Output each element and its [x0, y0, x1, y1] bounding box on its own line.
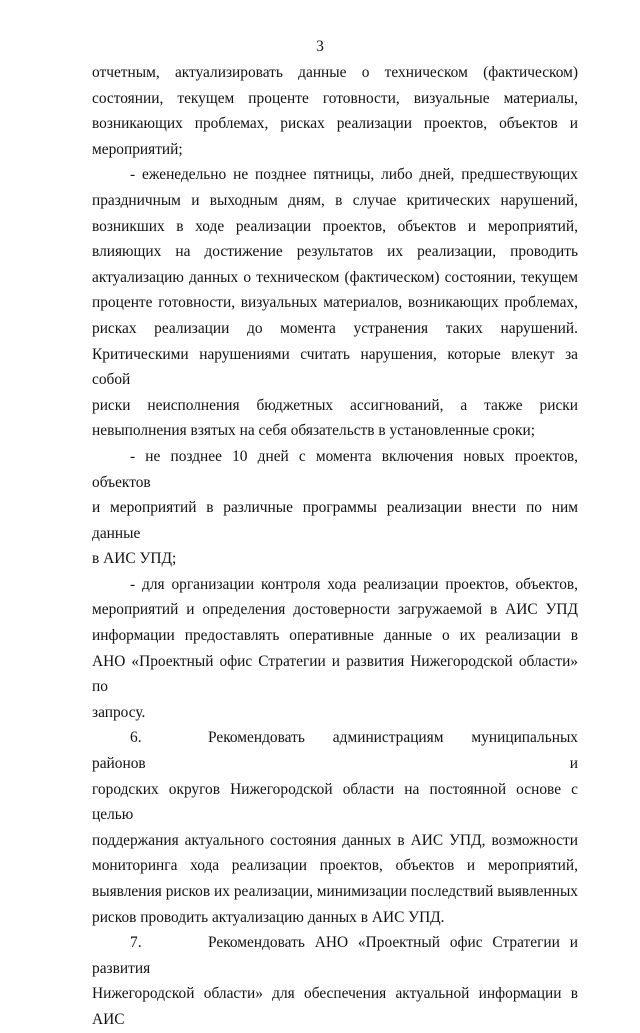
text-line: городских округов Нижегородской области на постоянной основе с целью: [92, 780, 578, 824]
paragraph-new-projects: [92, 444, 578, 572]
text-line: выявления рисков их реализации, минимизации последствий выявленных: [92, 883, 578, 900]
text-line: отчетным, актуализировать данные о техническом (фактическом): [92, 64, 578, 81]
text-line: мероприятий;: [92, 140, 183, 158]
text-line: и мероприятий в различные программы реализации внести по ним данные: [92, 499, 578, 542]
text-line: [92, 725, 578, 776]
text-line: праздничным и выходным дням, в случае критических нарушений,: [92, 191, 578, 209]
paragraph-continuation: [92, 60, 578, 162]
text-line: - еженедельно не позднее пятницы, либо дней, предшествующих: [130, 166, 578, 184]
text-line: АНО «Проектный офис Стратегии и развития Нижегородской области» по: [92, 652, 578, 696]
text-line: риски неисполнения бюджетных ассигнований, а также риски: [92, 396, 578, 414]
text-line: невыполнения взятых на себя обязательств в установленные сроки;: [92, 422, 535, 440]
text-line: рисков проводить актуализацию данных в АИС УПД.: [92, 908, 445, 926]
item-number: 7.: [130, 934, 142, 952]
text-line: актуализацию данных о техническом (фактическом) состоянии, текущем: [92, 268, 578, 286]
text-line: информации предоставлять оперативные данные о их реализации в: [92, 627, 578, 645]
text-line: [92, 930, 578, 981]
text-line: проценте готовности, визуальных материалов, возникающих проблемах,: [92, 294, 578, 312]
text-line: Нижегородской области» для обеспечения актуальной информации в АИС: [92, 985, 578, 1028]
paragraph-weekly-update: [92, 162, 578, 444]
text-line: запросу.: [92, 703, 146, 721]
item-number: 6.: [130, 729, 142, 747]
paragraph-control: [92, 572, 578, 726]
text-line: рисках реализации до момента устранения таких нарушений.: [92, 319, 578, 337]
numbered-item-7: [92, 930, 578, 1032]
text-line: Критическими нарушениями считать нарушения, которые влекут за собой: [92, 345, 578, 389]
text-line: возникших в ходе реализации проектов, объектов и мероприятий,: [92, 217, 578, 235]
document-body: [92, 60, 578, 1033]
text-line: - для организации контроля хода реализации проектов, объектов,: [130, 575, 578, 593]
text-line: состоянии, текущем проценте готовности, визуальные материалы,: [92, 89, 578, 107]
item-first-line: Рекомендовать АНО «Проектный офис Стратегии и развития: [92, 934, 578, 977]
text-line: в АИС УПД;: [92, 550, 177, 568]
text-line: влияющих на достижение результатов их реализации, проводить: [92, 243, 578, 261]
page-number: 3: [316, 38, 324, 55]
text-line: - не позднее 10 дней с момента включения новых проектов, объектов: [92, 447, 578, 491]
item-first-line: Рекомендовать администрациям муниципальных районов и: [92, 729, 578, 773]
text-line: поддержания актуального состояния данных в АИС УПД, возможности: [92, 831, 578, 849]
text-line: мероприятий и определения достоверности загружаемой в АИС УПД: [92, 601, 578, 619]
numbered-item-6: [92, 725, 578, 930]
text-line: возникающих проблемах, рисках реализации проектов, объектов и: [92, 115, 578, 133]
text-line: мониторинга хода реализации проектов, объектов и мероприятий,: [92, 857, 578, 875]
